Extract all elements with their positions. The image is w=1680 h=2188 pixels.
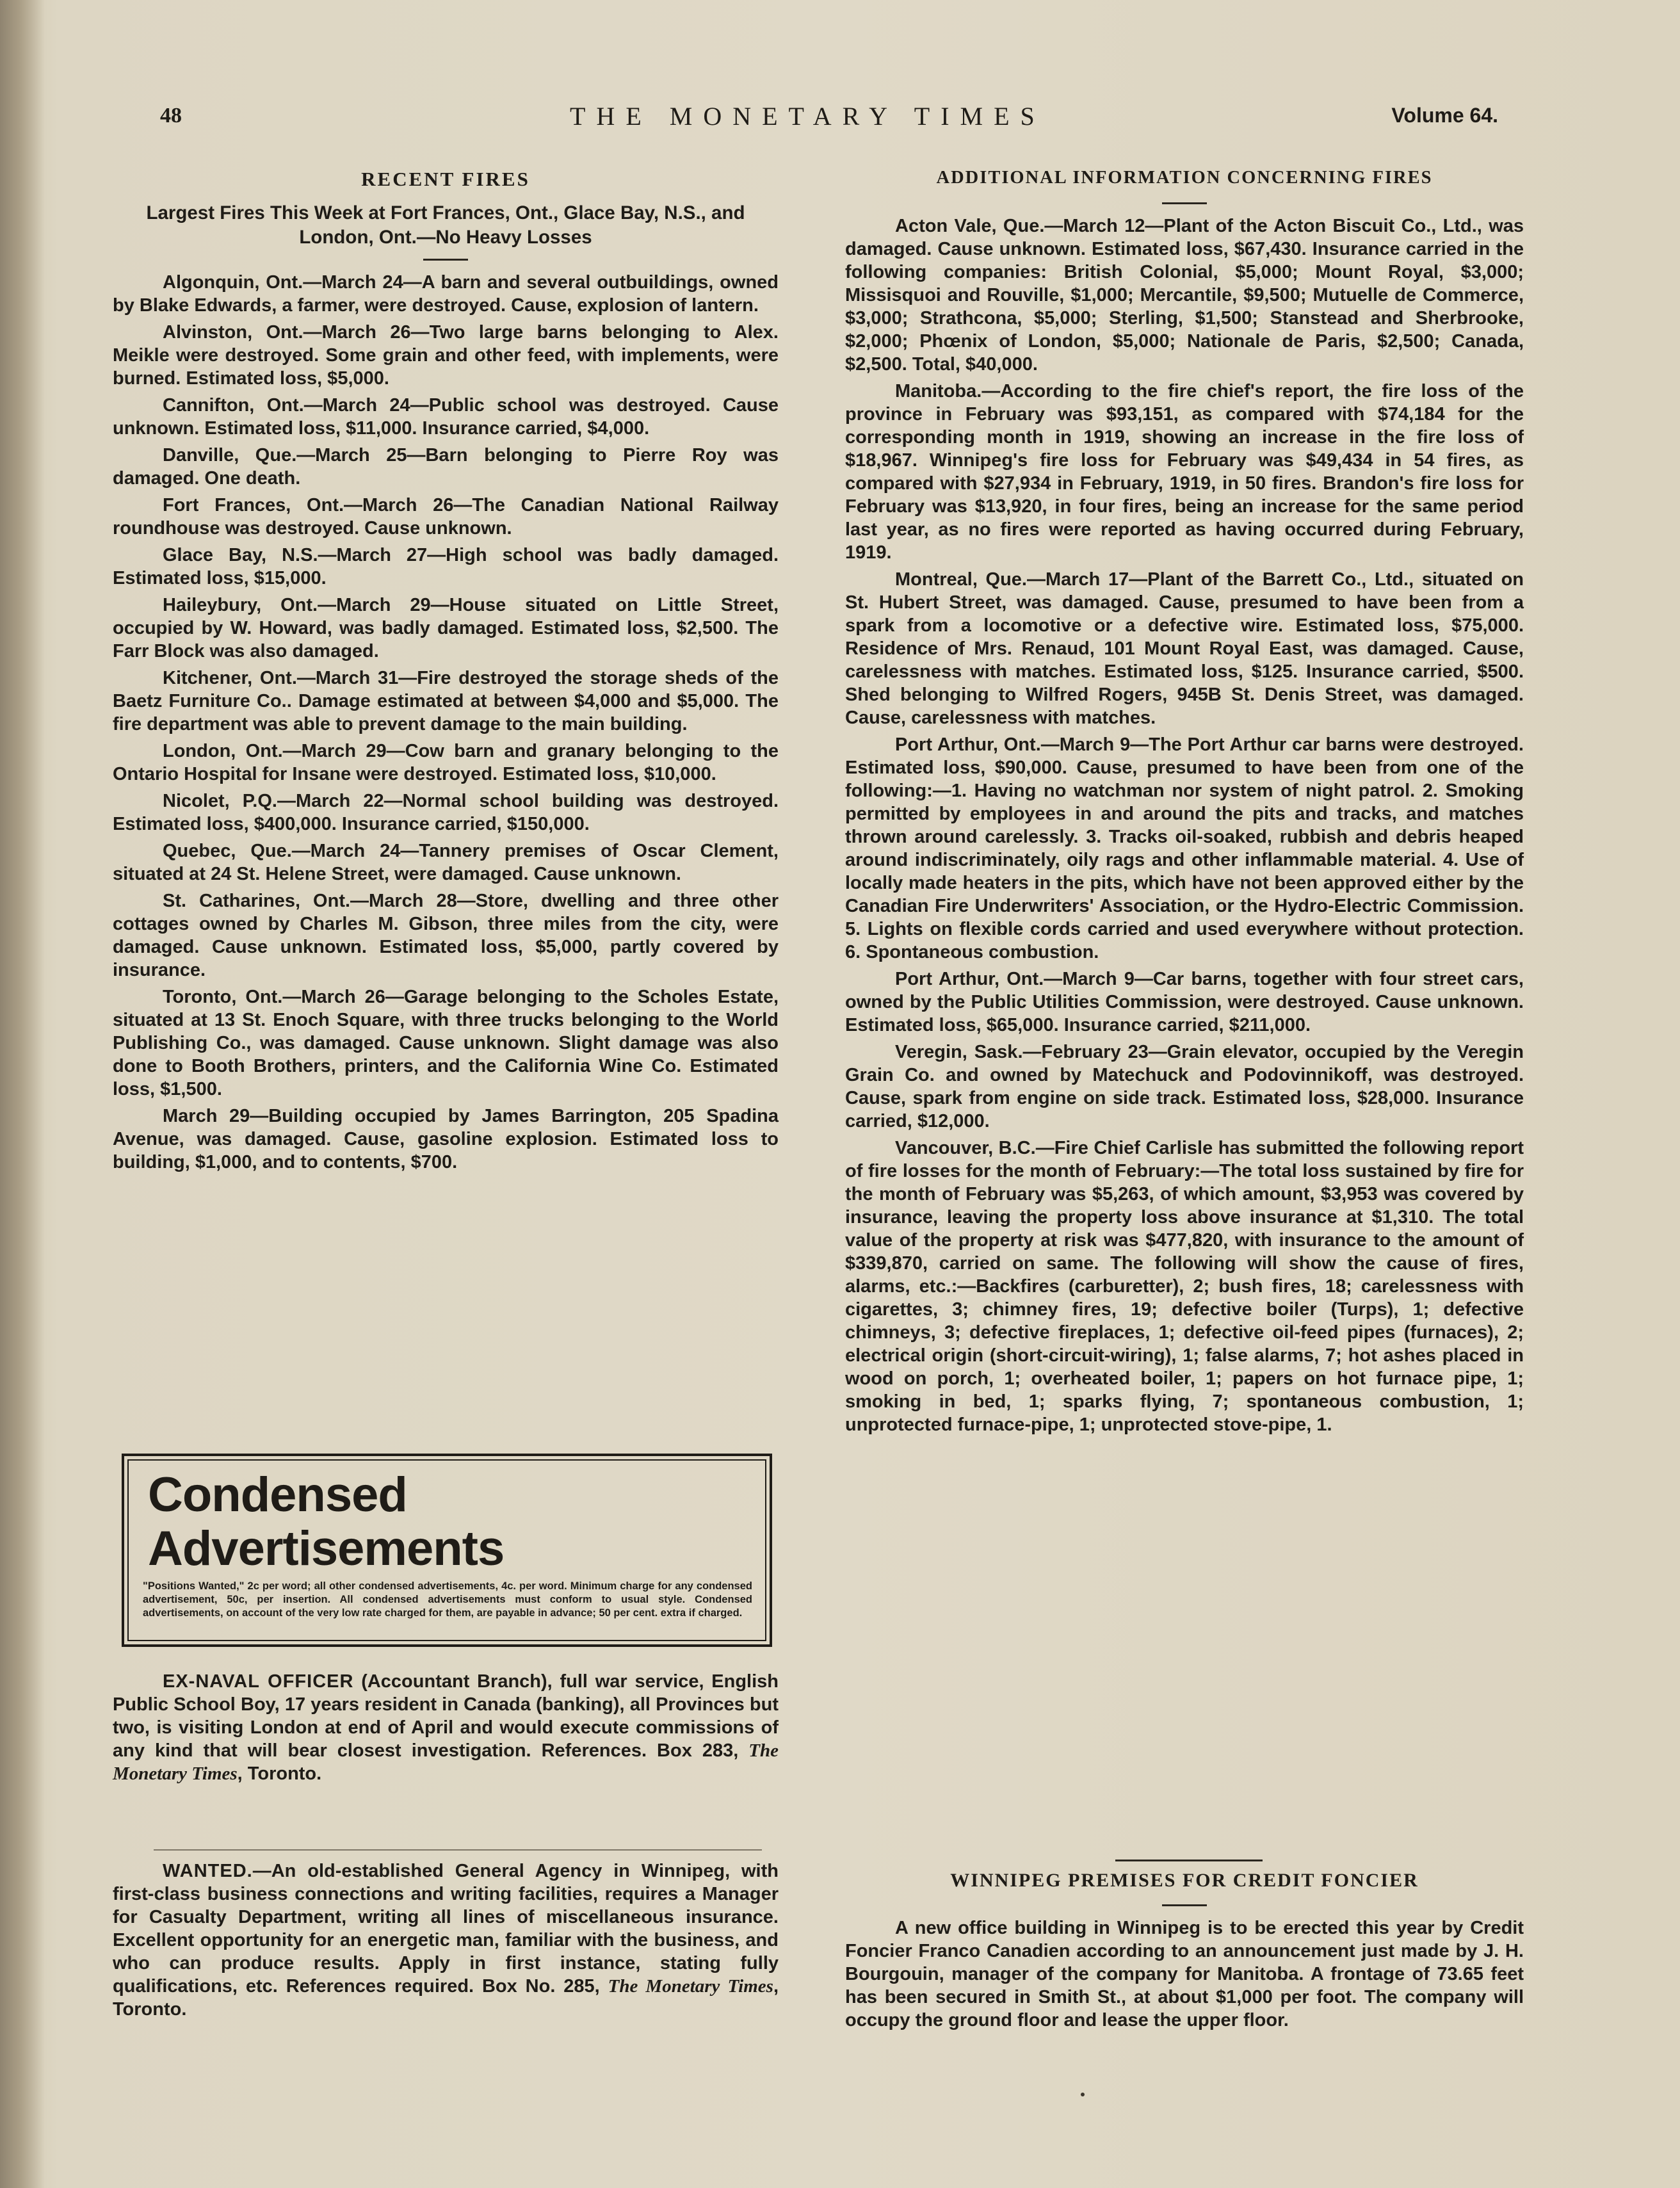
fire-entry-text: —March 24—A barn and several outbuildings, owned by Blake Edwards, a farmer, were destroyed. Cause, explosion of lantern. [113, 272, 779, 316]
fire-entry-text: —March 27—High school was badly damaged. Estimated loss, $15,000. [113, 545, 779, 588]
fire-entry-text: —Fire Chief Carlisle has submitted the following report of fire losses for the month of February:—The total loss sustained by fire for the month of February was $5,263, of which amount, $3,953 was covered by insurance, leaving the property loss above insurance at $1,310. The total value of the property at risk was $477,820, with insurance to the amount of $339,870, carried on same. The following will show the cause of fires, alarms, etc.:—Backfires (carburetter), 2; bush fires, 18; carelessness with cigarettes, 3; chimney fires, 19; defective boiler (Turps), 1; defective chimneys, 3; defective fireplaces, 1; defective oil-feed pipes (furnaces), 2; electrical origin (short-circuit-wiring), 1; false alarms, 7; hot ashes placed in wood on porch, 1; overheated boiler, 1; papers on hot furnace pipe, 1; smoking in bed, 1; sparks flying, 7; spontaneous combustion, 1; unprotected furnace-pipe, 1; unprotected stove-pipe, 1. [845, 1138, 1524, 1435]
fire-entry-text: —March 17—Plant of the Barrett Co., Ltd., situated on St. Hubert Street, was damaged. Cause, presumed to have been from a spark from a locomotive or a defective wire. Estimated loss, $75,000. Residence of Mrs. Renaud, 101 Mount Royal East, was damaged. Cause, carelessness with matches. Estimated loss, $125. Insurance carried, $500. Shed belonging to Wilfred Rogers, 945B St. Denis Street, was damaged. Cause, carelessness with matches. [845, 569, 1524, 728]
fire-entry-place: Glace Bay, N.S. [163, 545, 318, 565]
fire-entry-place: Nicolet, P.Q. [163, 791, 277, 811]
classified-ad-lead: EX-NAVAL OFFICER [163, 1671, 354, 1692]
classified-ad-tail: , Toronto. [237, 1763, 322, 1784]
fire-entry-place: Montreal, Que. [895, 569, 1027, 590]
fire-entry-text: —March 9—The Port Arthur car barns were destroyed. Estimated loss, $90,000. Cause, presumed to have been from one of the following:—1. Having no watchman nor system of night patrol. 2. Smoking permitted by employees in and around the pits and tracks, and matches thrown around carelessly. 3. Tracks oil-soaked, rubbish and debris heaped around indiscriminately, oily rags and other inflammable material. 4. Use of locally made heaters in the pits, which have not been approved either by the Canadian Fire Underwriters' Association, or the Hydro-Electric Commission. 5. Lights on flexible cords carried and used everywhere without protection. 6. Spontaneous combustion. [845, 734, 1524, 962]
fire-entry-text: —March 22—Normal school building was destroyed. Estimated loss, $400,000. Insurance carried, $150,000. [113, 791, 779, 834]
fire-entry [113, 394, 779, 440]
fire-entry [113, 321, 779, 390]
fire-entry-text: —March 26—Two large barns belonging to Alex. Meikle were destroyed. Some grain and other feed, with implements, were burned. Estimated loss, $5,000. [113, 322, 779, 389]
fire-entry-text: —March 29—House situated on Little Street, occupied by W. Howard, was badly damaged. Estimated loss, $2,500. The Farr Block was also damaged. [113, 595, 779, 661]
fire-entry-place: Kitchener, Ont. [163, 668, 297, 688]
fire-entry [113, 740, 779, 786]
classified-ad-body: —An old-established General Agency in Winnipeg, with first-class business connections and writing facilities, requires a Manager for Casualty Department, writing all lines of miscellaneous insurance. Excellent opportunity for an energetic man, familiar with the business, and who can produce results. Apply in first instance, stating fully qualifications, etc. References required. Box No. 285, [113, 1861, 779, 1997]
classified-ad-publication: The Monetary Times [608, 1976, 773, 1997]
fire-entry-text: March 29—Building occupied by James Barrington, 205 Spadina Avenue, was damaged. Cause, gasoline explosion. Estimated loss to building, $1,000, and to contents, $700. [113, 1106, 779, 1172]
fire-entry-text: —According to the fire chief's report, the fire loss of the province in February was $93,151, as compared with $74,184 for the corresponding month in 1919, showing an increase in the fire loss of $18,967. Winnipeg's fire loss for February was $49,434 in 54 fires, as compared with $27,934 in February, 1919, in 50 fires. Brandon's fire loss for February was $13,920, in four fires, being an increase for the same period last year, as no fires were reported as having occurred during February, 1919. [845, 381, 1524, 563]
condensed-ads-rates: "Positions Wanted," 2c per word; all other condensed advertisements, 4c. per word. Minimum charge for any condensed advertisement, 50c, per insertion. All condensed advertisements must conform to usual style. Condensed advertisements, on account of the very low rate charged for them, are payable in advance; 50 per cent. extra if charged. [143, 1580, 752, 1619]
additional-info-title: ADDITIONAL INFORMATION CONCERNING FIRES [936, 168, 1433, 188]
fire-entry [845, 1041, 1524, 1133]
recent-fires-title: RECENT FIRES [361, 168, 530, 190]
recent-fires-subhead: Largest Fires This Week at Fort Frances, Ont., Glace Bay, N.S., and London, Ont.—No Heavy Losses [146, 202, 745, 248]
fire-entry [845, 733, 1524, 964]
fire-entry [113, 494, 779, 540]
classified-ad-wanted [113, 1860, 779, 2021]
running-header [160, 104, 1498, 142]
fire-entry [845, 1137, 1524, 1436]
fire-entry-text: —March 24—Public school was destroyed. Cause unknown. Estimated loss, $11,000. Insurance carried, $4,000. [113, 395, 779, 439]
fire-entry-place: Port Arthur, Ont. [895, 734, 1041, 755]
fire-entry [113, 985, 779, 1101]
additional-info-list [845, 215, 1524, 1436]
classified-ad-tail: , Toronto. [113, 1976, 779, 2020]
fire-entry-place: Port Arthur, Ont. [895, 969, 1044, 989]
fire-entry-place: Haileybury, Ont. [163, 595, 318, 615]
print-speck [1081, 2093, 1085, 2096]
condensed-ads-box [122, 1454, 772, 1647]
fire-entry-text: —March 24—Tannery premises of Oscar Clement, situated at 24 St. Helene Street, were damaged. Cause unknown. [113, 841, 779, 884]
fire-entry-text: —March 25—Barn belonging to Pierre Roy was damaged. One death. [113, 445, 779, 489]
section-rule [1162, 1904, 1207, 1906]
fire-entry [113, 594, 779, 663]
fire-entry-text: —March 12—Plant of the Acton Biscuit Co., Ltd., was damaged. Cause unknown. Estimated loss, $67,430. Insurance carried in the following companies: British Colonial, $5,000; Mount Royal, $3,000; Missisquoi and Rouville, $1,000; Mercantile, $9,500; Mutuelle de Commerce, $3,000; Strathcona, $5,000; Sterling, $1,500; Stanstead and Sherbrooke, $2,000; Phœnix of London, $5,000; Nationale de Paris, $2,500; Canada, $2,500. Total, $40,000. [845, 216, 1524, 375]
fire-entry-place: Quebec, Que. [163, 841, 292, 861]
fire-entry [845, 215, 1524, 376]
winnipeg-article [845, 1870, 1524, 2032]
fire-entry-place: Manitoba. [895, 381, 982, 401]
volume-label: Volume 64. [1391, 104, 1498, 127]
page-number: 48 [160, 104, 182, 127]
page-binding-shadow [0, 0, 45, 2188]
fire-entry-place: Cannifton, Ont. [163, 395, 304, 416]
classified-ad-body: (Accountant Branch), full war service, English Public School Boy, 17 years resident in Canada (banking), all Provinces but two, is visiting London at end of April and would execute commissions of any kind that will bear closest investigation. References. Box 283, [113, 1671, 779, 1761]
fire-entry-text: —February 23—Grain elevator, occupied by the Veregin Grain Co. and owned by Matechuck and Podovinnikoff, was destroyed. Cause, spark from engine on side track. Estimated loss, $28,000. Insurance carried, $12,000. [845, 1042, 1524, 1131]
fire-entry-place: St. Catharines, Ont. [163, 891, 351, 911]
fire-entry-place: Acton Vale, Que. [895, 216, 1045, 236]
fire-entry [113, 1105, 779, 1174]
right-column [845, 168, 1524, 1440]
winnipeg-text: A new office building in Winnipeg is to be erected this year by Credit Foncier Franco Canadien according to an announcement just made by J. H. Bourgouin, manager of the company for Manitoba. A frontage of 73.65 feet has been secured in Smith St., at about $1,000 per foot. The company will occupy the ground floor and lease the upper floor. [845, 1918, 1524, 2030]
section-rule [423, 259, 468, 261]
fire-entry-place: Danville, Que. [163, 445, 297, 466]
section-rule [1162, 202, 1207, 204]
fire-entry-place: London, Ont. [163, 741, 283, 761]
fire-entry-place: Alvinston, Ont. [163, 322, 303, 343]
fire-entry-place: Toronto, Ont. [163, 987, 283, 1007]
fire-entry-text: —March 29—Cow barn and granary belonging to the Ontario Hospital for Insane were destroyed. Estimated loss, $10,000. [113, 741, 779, 784]
fire-entry [845, 968, 1524, 1037]
classified-ad-lead: WANTED. [163, 1861, 253, 1881]
winnipeg-body [845, 1917, 1524, 2032]
column-divider [154, 1849, 762, 1851]
section-separator [1115, 1860, 1263, 1861]
fire-entry-text: —March 28—Store, dwelling and three other cottages owned by Charles M. Gibson, three miles from the city, were damaged. Cause unknown. Estimated loss, $5,000, partly covered by insurance. [113, 891, 779, 980]
fire-entry [113, 444, 779, 490]
fire-entry [113, 271, 779, 317]
fire-entry-text: —March 26—The Canadian National Railway roundhouse was destroyed. Cause unknown. [113, 495, 779, 539]
masthead-title: THE MONETARY TIMES [570, 102, 1046, 131]
condensed-ads-title: Condensed Advertisements [148, 1468, 505, 1576]
fire-entry-place: Vancouver, B.C. [895, 1138, 1036, 1158]
condensed-ads-inner-border [127, 1459, 766, 1641]
fire-entry [845, 568, 1524, 729]
classified-ad-naval-officer [113, 1670, 779, 1785]
fire-entry-place: Veregin, Sask. [895, 1042, 1023, 1062]
fire-entry-place: Fort Frances, Ont. [163, 495, 344, 515]
fire-entry-text: —March 31—Fire destroyed the storage sheds of the Baetz Furniture Co.. Damage estimated at between $4,000 and $5,000. The fire department was able to prevent damage to the main building. [113, 668, 779, 734]
left-column [113, 168, 779, 1178]
fire-entry [113, 544, 779, 590]
fire-entry [113, 790, 779, 836]
fire-entry [113, 667, 779, 736]
fire-entry-text: —March 9—Car barns, together with four street cars, owned by the Public Utilities Commission, were destroyed. Cause unknown. Estimated loss, $65,000. Insurance carried, $211,000. [845, 969, 1524, 1035]
classified-ad-publication: The Monetary Times [113, 1740, 779, 1784]
fire-entry-text: —March 26—Garage belonging to the Scholes Estate, situated at 13 St. Enoch Square, with three trucks belonging to the World Publishing Co., was damaged. Cause unknown. Slight damage was also done to Booth Brothers, printers, and the California Wine Co. Estimated loss, $1,500. [113, 987, 779, 1099]
fire-entry [113, 839, 779, 886]
fire-entry [845, 380, 1524, 564]
fire-entry-place: Algonquin, Ont. [163, 272, 303, 293]
fire-entry [113, 889, 779, 982]
recent-fires-list [113, 271, 779, 1174]
winnipeg-title: WINNIPEG PREMISES FOR CREDIT FONCIER [950, 1870, 1419, 1891]
